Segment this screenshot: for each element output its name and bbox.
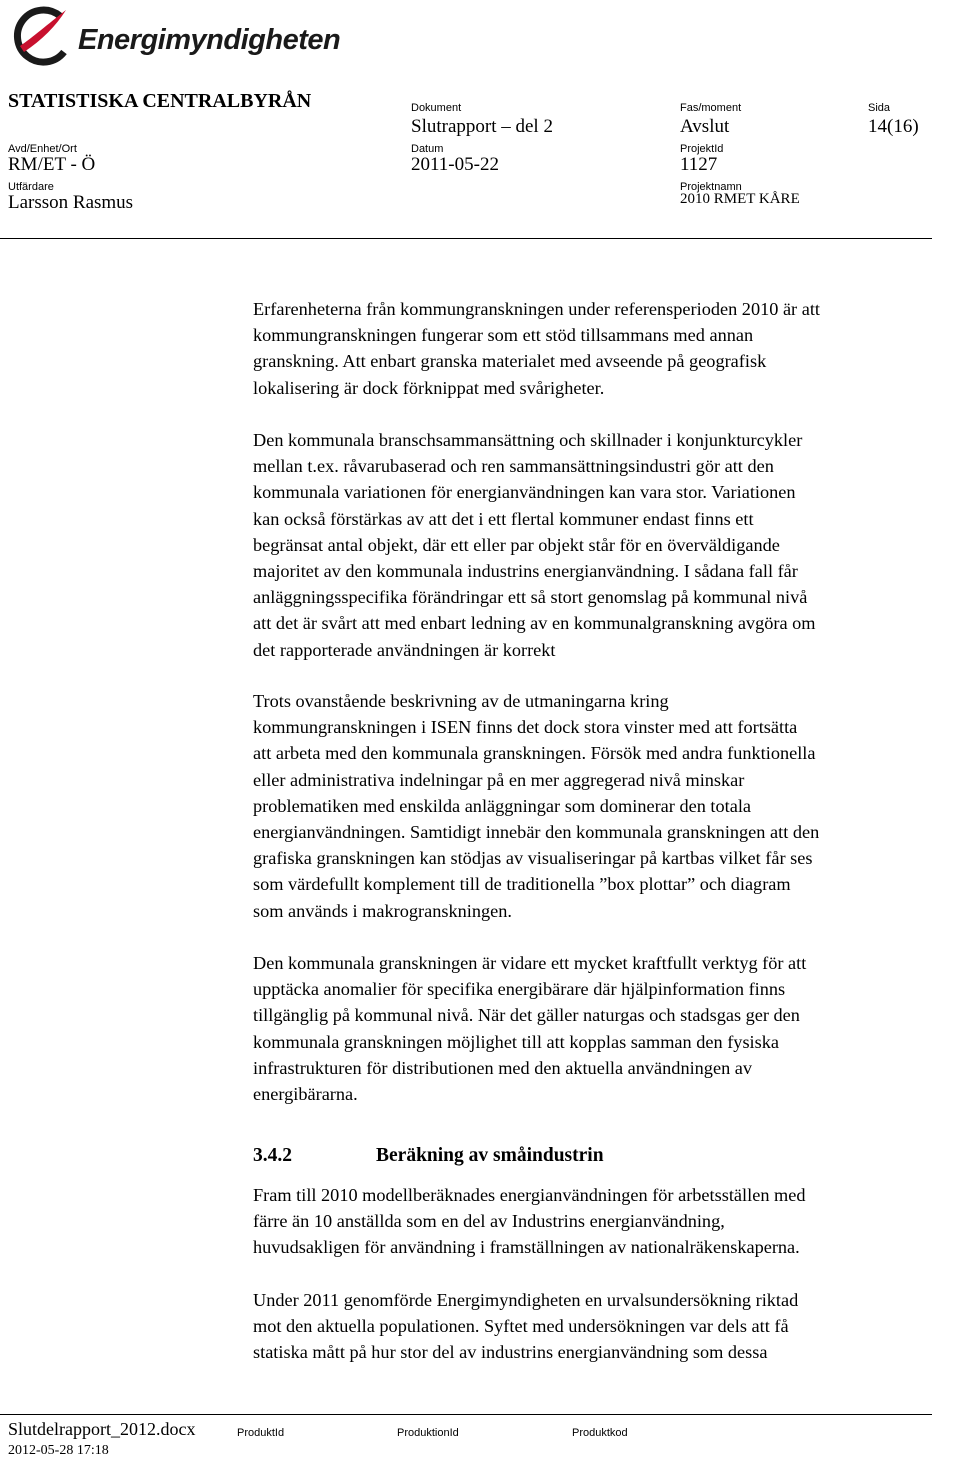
text-line: infrastrukturen för distributionen med den aktuella användningen av — [253, 1057, 753, 1078]
section-title: Beräkning av småindustrin — [376, 1145, 604, 1166]
paragraph-1 — [253, 296, 959, 401]
text-line: grafiska granskningen kan stödjas av visualiseringar på kartbas vilket får ses — [253, 848, 813, 869]
text-line: som används i makrogranskningen. — [253, 900, 512, 921]
dokument-label: Dokument — [411, 102, 462, 114]
footer-produktkod-label: Produktkod — [572, 1427, 628, 1439]
paragraph-4 — [253, 950, 959, 1107]
section-number: 3.4.2 — [253, 1145, 292, 1166]
text-line: kommungranskningen fungerar som ett stöd tillsammans med annan — [253, 325, 754, 346]
text-line: mot den aktuella populationen. Syftet med undersökningen var dels att få — [253, 1316, 789, 1337]
text-line: anläggningsspecifika förändringar ett så stort genomslag på kommunal nivå — [253, 587, 808, 608]
text-line: Trots ovanstående beskrivning av de utmaningarna kring — [253, 691, 669, 711]
projektnamn-label: Projektnamn — [680, 181, 742, 193]
text-line: lokalisering är dock förknippat med svårigheter. — [253, 377, 605, 398]
text-line: eller administrativa indelningar på en mer aggregerad nivå minskar — [253, 769, 745, 790]
paragraph-6 — [253, 1287, 959, 1366]
fas-value: Avslut — [680, 116, 730, 137]
text-line: granskning. Att enbart granska materialet med avseende på geografisk — [253, 351, 767, 372]
text-line: kommunala variationen för energianvändningen kan vara stor. Variationen — [253, 482, 796, 503]
footer-produktid-label: ProduktId — [237, 1427, 285, 1439]
text-line: kommungranskningen i ISEN finns det dock stora vinster med att fortsätta — [253, 717, 798, 738]
sida-value: 14(16) — [868, 116, 919, 137]
text-line: Den kommunala granskningen är vidare ett mycket kraftfullt verktyg för att — [253, 953, 807, 973]
text-line: att det är svårt att med enbart ledning av en kommunalgranskning avgöra om — [253, 613, 816, 634]
avd-value: RM/ET - Ö — [8, 154, 96, 175]
energimyndigheten-swoosh-icon — [8, 2, 78, 72]
fas-label: Fas/moment — [680, 102, 742, 114]
org-name: STATISTISKA CENTRALBYRÅN — [8, 90, 312, 112]
avd-label: Avd/Enhet/Ort — [8, 143, 77, 155]
datum-value: 2011-05-22 — [411, 154, 499, 175]
text-line: det rapporterade användningen är korrekt — [253, 639, 556, 660]
text-line: begränsat antal objekt, där ett eller par objekt står för en överväldigande — [253, 534, 780, 555]
text-line: Under 2011 genomförde Energimyndigheten en urvalsundersökning riktad — [253, 1290, 799, 1310]
text-line: energianvändningen. Samtidigt innebär den kommunala granskningen att den — [253, 822, 820, 843]
text-line: att arbeta med den kommunala granskningen. Försök med andra funktionella — [253, 743, 816, 764]
projektid-value: 1127 — [680, 154, 718, 175]
text-line: statiska mått på hur stor del av industrins energianvändning som dessa — [253, 1342, 768, 1363]
text-line: kan också förstärkas av att det i ett flertal kommuner endast finns ett — [253, 508, 754, 529]
footer-produktionid-label: ProduktionId — [397, 1427, 459, 1439]
datum-label: Datum — [411, 143, 444, 155]
text-line: färre än 10 anställda som en del av Industrins energianvändning, — [253, 1211, 725, 1232]
text-line: Fram till 2010 modellberäknades energianvändningen för arbetsställen med — [253, 1185, 806, 1205]
header-divider — [0, 238, 932, 239]
paragraph-3 — [253, 688, 959, 924]
logo-text: Energimyndigheten — [78, 24, 341, 56]
sida-label: Sida — [868, 102, 891, 114]
utfardare-value: Larsson Rasmus — [8, 192, 134, 213]
footer-timestamp: 2012-05-28 17:18 — [8, 1443, 109, 1458]
text-line: mellan t.ex. råvarubaserad och ren sammansättningsindustri gör att den — [253, 456, 774, 477]
projektnamn-value: 2010 RMET KÅRE — [680, 191, 800, 207]
utfardare-label: Utfärdare — [8, 181, 54, 193]
dokument-value: Slutrapport – del 2 — [411, 116, 553, 137]
footer-divider — [0, 1414, 932, 1415]
text-line: energibärarna. — [253, 1084, 358, 1105]
text-line: Den kommunala branschsammansättning och skillnader i konjunkturcykler — [253, 430, 803, 450]
text-line: tillgänglig på kommunal nivå. När det gäller naturgas och stadsgas ger den — [253, 1005, 800, 1026]
text-line: kommunala granskningen möjlighet till att kopplas samman den fysiska — [253, 1031, 780, 1052]
footer-filename: Slutdelrapport_2012.docx — [8, 1419, 196, 1439]
projektid-label: ProjektId — [680, 143, 724, 155]
text-line: majoritet av den kommunala industrins energianvändning. I sådana fall får — [253, 561, 798, 582]
text-line: som värdefullt komplement till de traditionella ”box plottar” och diagram — [253, 874, 791, 895]
text-line: Erfarenheterna från kommungranskningen under referensperioden 2010 är att — [253, 299, 820, 319]
text-line: problematiken med enskilda anläggningar som dominerar den totala — [253, 795, 752, 816]
paragraph-2 — [253, 427, 959, 663]
paragraph-5 — [253, 1182, 959, 1261]
text-line: upptäcka anomalier för specifika energibärare där hjälpinformation finns — [253, 979, 786, 1000]
energimyndigheten-logo — [8, 2, 341, 72]
text-line: huvudsakligen för användning i framställningen av nationalräkenskaperna. — [253, 1237, 800, 1258]
